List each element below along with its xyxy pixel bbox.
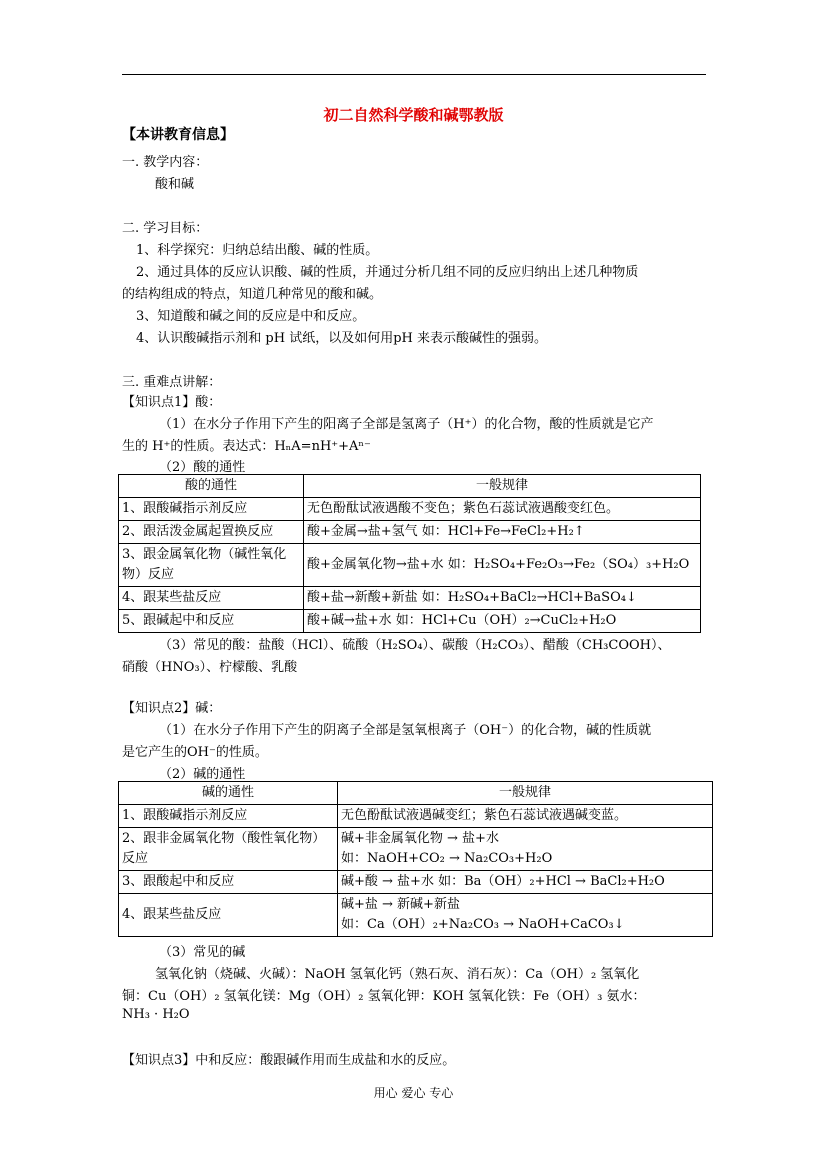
table-cell: 4、跟某些盐反应: [119, 587, 304, 610]
base-properties-table: [118, 781, 713, 937]
table-cell: 碱+非金属氧化物 → 盐+水 如：NaOH+CO₂ → Na₂CO₃+H₂O: [338, 828, 713, 871]
table-cell: 酸+盐→新酸+新盐 如：H₂SO₄+BaCl₂→HCl+BaSO₄↓: [304, 587, 701, 610]
table-row: [119, 544, 701, 587]
table-cell: 4、跟某些盐反应: [119, 894, 338, 937]
table-cell: 1、跟酸碱指示剂反应: [119, 498, 304, 521]
table-cell: 2、跟活泼金属起置换反应: [119, 521, 304, 544]
k2-heading: 【知识点2】碱：: [122, 701, 222, 716]
table-cell: 酸+金属氧化物→盐+水 如：H₂SO₄+Fe₂O₃→Fe₂（SO₄）₃+H₂O: [304, 544, 701, 587]
s2-item-2: 2、通过具体的反应认识酸、碱的性质，并通过分析几组不同的反应归纳出上述几种物质: [136, 265, 639, 280]
k2-p2: （2）碱的通性: [159, 767, 246, 782]
table-row: [119, 828, 713, 871]
k1-heading: 【知识点1】酸：: [122, 395, 222, 410]
s2-item-2-cont: 的结构组成的特点，知道几种常见的酸和碱。: [122, 287, 383, 302]
table-cell: 无色酚酞试液遇碱变红；紫色石蕊试液遇碱变蓝。: [338, 805, 713, 828]
table-cell: 碱+酸 → 盐+水 如：Ba（OH）₂+HCl → BaCl₂+H₂O: [338, 871, 713, 894]
table-cell: 无色酚酞试液遇酸不变色；紫色石蕊试液遇酸变红色。: [304, 498, 701, 521]
table-header-cell: 碱的通性: [119, 782, 338, 805]
k2-p4-line3: NH₃ · H₂O: [122, 1007, 190, 1022]
k2-p4-line1: 氢氧化钠（烧碱、火碱）：NaOH 氢氧化钙（熟石灰、消石灰）：Ca（OH）₂ 氢氧化: [155, 967, 640, 982]
s1-content: 酸和碱: [155, 177, 195, 192]
section-header: 【本讲教育信息】: [122, 127, 234, 143]
k1-p2: （2）酸的通性: [159, 460, 246, 475]
s3-heading: 三. 重难点讲解：: [122, 375, 222, 390]
table-row: [119, 894, 713, 937]
table-cell: 酸+碱→盐+水 如：HCl+Cu（OH）₂→CuCl₂+H₂O: [304, 610, 701, 633]
page-footer: 用心 爱心 专心: [373, 1086, 454, 1100]
k1-p3-line1: （3）常见的酸：盐酸（HCl）、硫酸（H₂SO₄）、碳酸（H₂CO₃）、醋酸（CH₃COOH）、: [159, 638, 671, 653]
table-header-cell: 一般规律: [304, 475, 701, 498]
table-row: [119, 610, 701, 633]
table-cell: 酸+金属→盐+氢气 如：HCl+Fe→FeCl₂+H₂↑: [304, 521, 701, 544]
header-rule: [122, 74, 706, 75]
table-header-row: [119, 782, 713, 805]
k1-p1-line1: （1）在水分子作用下产生的阳离子全部是氢离子（H⁺）的化合物，酸的性质就是它产: [159, 417, 654, 432]
table-row: [119, 498, 701, 521]
k2-p4-line2: 铜：Cu（OH）₂ 氢氧化镁：Mg（OH）₂ 氢氧化钾：KOH 氢氧化铁：Fe（OH）₃ 氨水：: [122, 989, 646, 1004]
k1-p1-line2: 生的 H⁺的性质。表达式：HₙA=nH⁺+Aⁿ⁻: [122, 439, 371, 454]
k2-p3: （3）常见的碱: [159, 945, 246, 960]
table-row: [119, 805, 713, 828]
s2-item-4: 4、认识酸碱指示剂和 pH 试纸，以及如何用pH 来表示酸碱性的强弱。: [136, 331, 547, 346]
table-header-row: [119, 475, 701, 498]
table-header-cell: 酸的通性: [119, 475, 304, 498]
table-cell: 碱+盐 → 新碱+新盐 如：Ca（OH）₂+Na₂CO₃ → NaOH+CaCO₃↓: [338, 894, 713, 937]
acid-properties-table: [118, 474, 701, 633]
table-cell: 5、跟碱起中和反应: [119, 610, 304, 633]
table-cell: 3、跟金属氧化物（碱性氧化物）反应: [119, 544, 304, 587]
table-row: [119, 587, 701, 610]
s2-item-3: 3、知道酸和碱之间的反应是中和反应。: [136, 309, 366, 324]
table-row: [119, 521, 701, 544]
s2-item-1: 1、科学探究：归纳总结出酸、碱的性质。: [136, 243, 379, 258]
k3-text: 【知识点3】中和反应：酸跟碱作用而生成盐和水的反应。: [122, 1053, 456, 1068]
table-cell: 3、跟酸起中和反应: [119, 871, 338, 894]
table-cell: 1、跟酸碱指示剂反应: [119, 805, 338, 828]
s1-heading: 一. 教学内容：: [122, 155, 209, 170]
table-cell: 2、跟非金属氧化物（酸性氧化物）反应: [119, 828, 338, 871]
k1-p3-line2: 硝酸（HNO₃）、柠檬酸、乳酸: [122, 660, 298, 675]
k2-p1-line2: 是它产生的OH⁻的性质。: [122, 745, 268, 760]
s2-heading: 二. 学习目标：: [122, 221, 209, 236]
document-title: 初二自然科学酸和碱鄂教版: [323, 106, 504, 124]
table-row: [119, 871, 713, 894]
table-header-cell: 一般规律: [338, 782, 713, 805]
k2-p1-line1: （1）在水分子作用下产生的阴离子全部是氢氧根离子（OH⁻）的化合物，碱的性质就: [159, 723, 652, 738]
